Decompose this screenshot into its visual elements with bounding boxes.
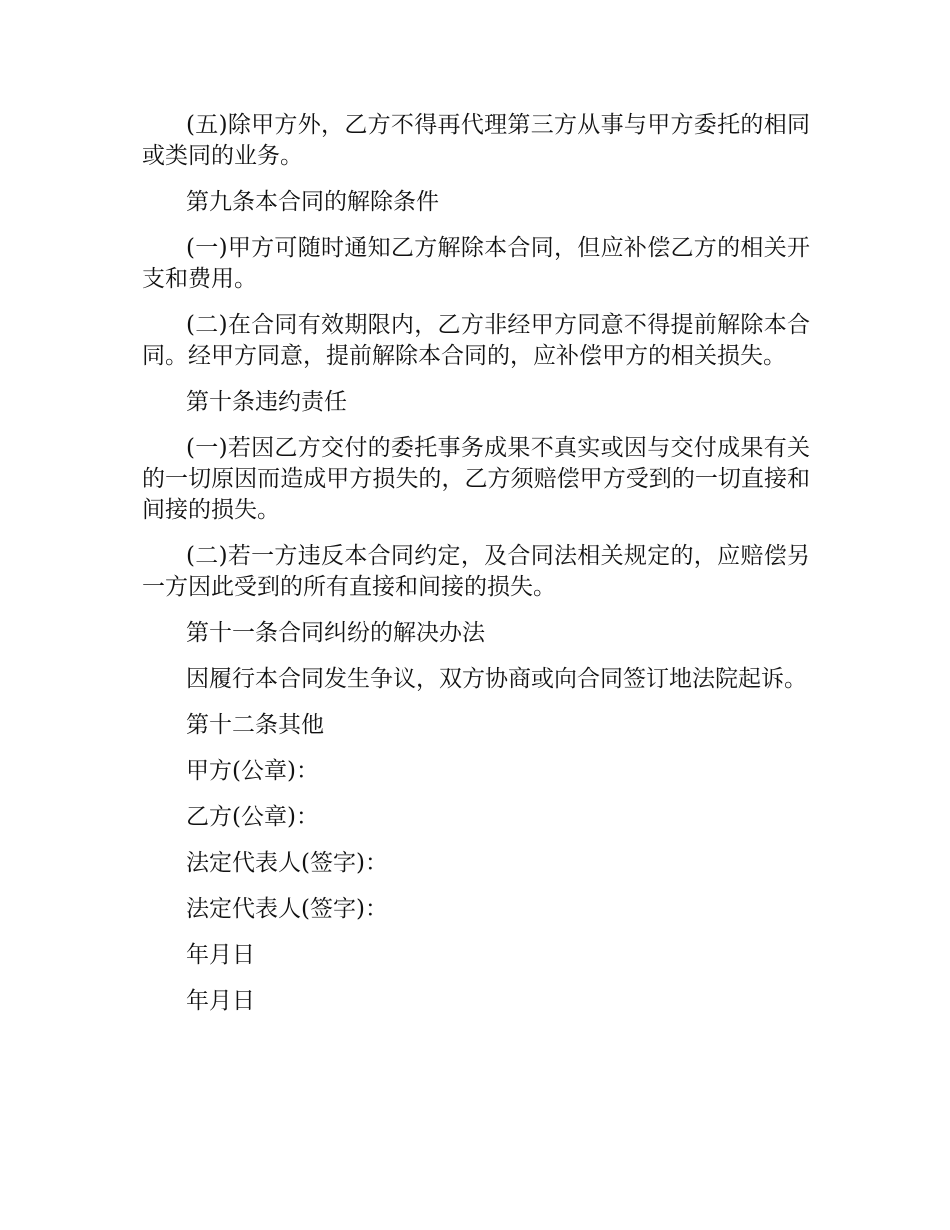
- article-9-heading: 第九条本合同的解除条件: [186, 189, 439, 215]
- legal-rep-signature-line-a: 法定代表人(签字)：: [186, 850, 388, 876]
- article-11-heading: 第十一条合同纠纷的解决办法: [186, 620, 485, 646]
- date-line-b: 年月日: [186, 988, 255, 1014]
- date-line-a: 年月日: [186, 942, 255, 968]
- article-9-item-1: (一)甲方可随时通知乙方解除本合同，但应补偿乙方的相关开支和费用。: [142, 235, 810, 292]
- article-10-item-1: (一)若因乙方交付的委托事务成果不真实或因与交付成果有关的一切原因而造成甲方损失的，乙方须赔偿甲方受到的一切直接和间接的损失。: [142, 435, 810, 523]
- party-b-seal-line: 乙方(公章)：: [186, 804, 319, 830]
- party-a-seal-line: 甲方(公章)：: [186, 758, 319, 784]
- article-10-item-2: (二)若一方违反本合同约定，及合同法相关规定的，应赔偿另一方因此受到的所有直接和间接的损失。: [142, 543, 810, 600]
- document-page: [142, 110, 810, 1032]
- article-12-heading: 第十二条其他: [186, 712, 324, 738]
- clause-5-paragraph: (五)除甲方外，乙方不得再代理第三方从事与甲方委托的相同或类同的业务。: [142, 112, 810, 169]
- article-9-item-2: (二)在合同有效期限内，乙方非经甲方同意不得提前解除本合同。经甲方同意，提前解除本合同的，应补偿甲方的相关损失。: [142, 312, 810, 369]
- article-11-body: 因履行本合同发生争议，双方协商或向合同签订地法院起诉。: [186, 666, 807, 692]
- article-10-heading: 第十条违约责任: [186, 389, 347, 415]
- legal-rep-signature-line-b: 法定代表人(签字)：: [186, 896, 388, 922]
